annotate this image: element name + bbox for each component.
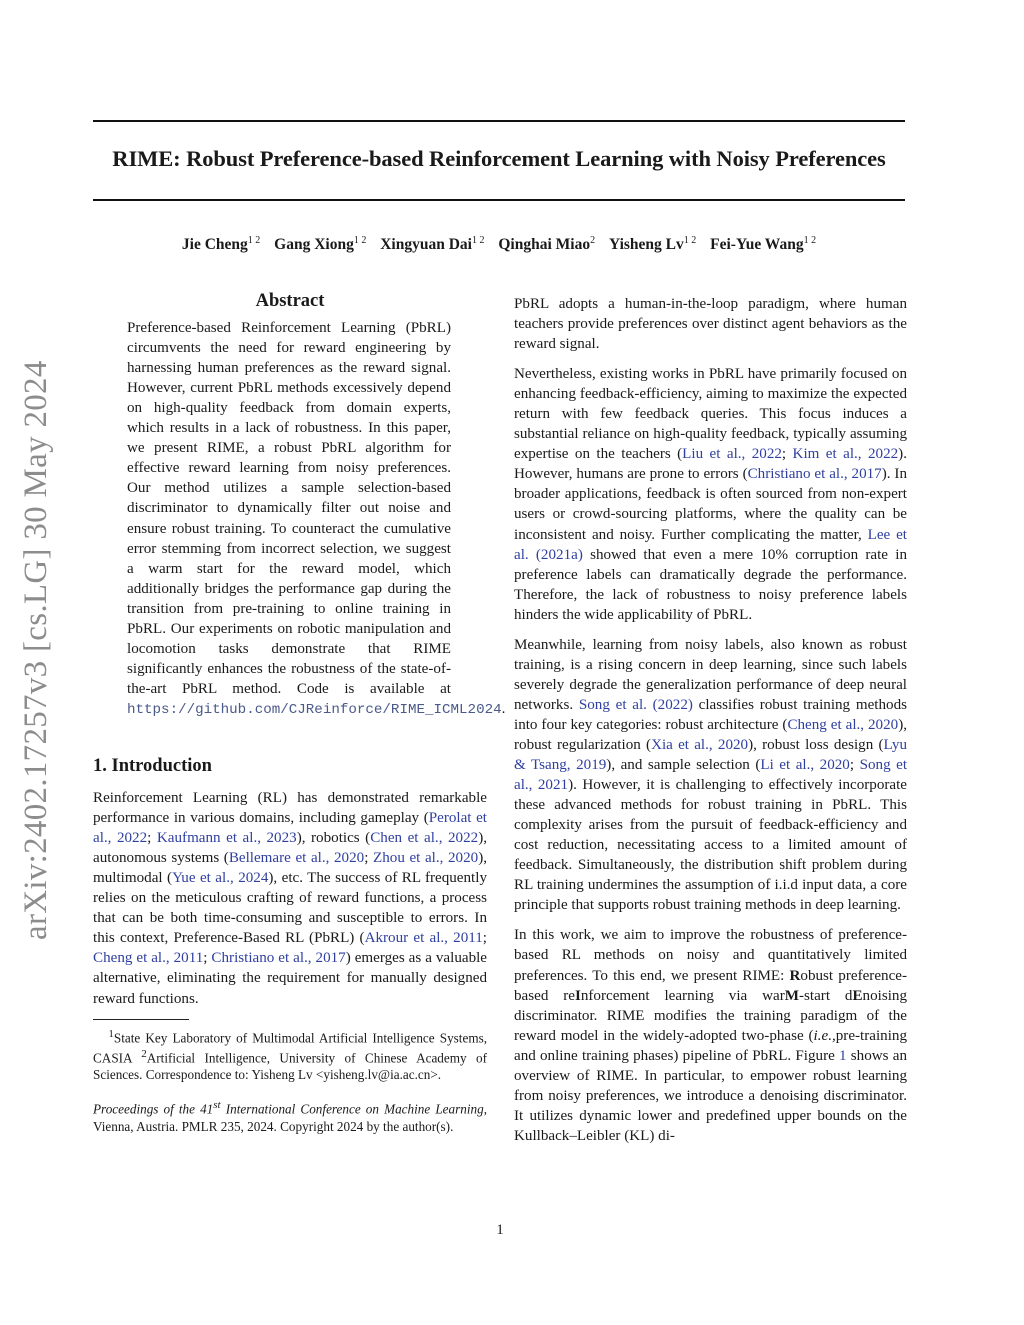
author: Yisheng $Lv^{1 2}$ bbox=[608, 235, 697, 254]
citation-link[interactable]: Li et al., 2020 bbox=[760, 757, 850, 774]
intro-paragraph: In this work, we aim to improve the robustness of preference-based RL methods on noisy and quantitatively limited preferences. To this end, we present RIME: Robust preference-based reInforcement learning via warM-start dEnoising discriminator. RIME modifies the training paradigm of the reward model in the widely-adopted two-phase (i.e.,pre-training and online training phases) pipeline of PbRL. Figure 1 shows an overview of RIME. In particular, to empower robust learning from noisy preferences, we introduce a denoising discriminator. It utilizes dynamic lower and predefined upper bounds on the Kullback–Leibler (KL) di- bbox=[514, 927, 907, 1144]
proceedings-note: Proceedings of the 41st International Conference on Machine Learning, Vienna, Austria. PMLR 235, 2024. Copyright 2024 by the author(s). bbox=[93, 1099, 487, 1134]
affiliation-footnote: $^1$State Key Laboratory of Multimodal Artificial Intelligence Systems, CASIA $^2$Artificial Intelligence, University of Chinese Academy of Sciences. Correspondence to: Yisheng Lv <yisheng.lv@ia.ac.cn>. bbox=[93, 1027, 488, 1083]
intro-paragraph: Meanwhile, learning from noisy labels, also known as robust training, is a rising concern in deep learning, since such labels severely degrade the generalization performance of deep neural networks. Song et al. (2022) classifies robust training methods into four key categories: robust architecture (Cheng et al., 2020), robust regularization (Xia et al., 2020), robust loss design (Lyu & Tsang, 2019), and sample selection (Li et al., 2020; Song et al., 2021). However, it is challenging to effectively incorporate these advanced methods for robust training in PbRL. This complexity arises from the pursuit of feedback-efficiency and cost reduction, necessitating access to a limited amount of feedback. Simultaneously, the distribution shift problem during RL training undermines the assumption of i.i.d input data, a core principle that supports robust training methods in deep learning. bbox=[514, 636, 908, 914]
intro-paragraph: Nevertheless, existing works in PbRL have primarily focused on enhancing feedback-efficiency, aiming to maximize the expected return with few feedback queries. This focus induces a substantial reliance on high-quality feedback, typically assuming expertise on the teachers (Liu et al., 2022; Kim et al., 2022). However, humans are prone to errors (Christiano et al., 2017). In broader applications, feedback is often sourced from non-expert users or crowd-sourcing platforms, where the quality can be inconsistent and noisy. Further complicating the matter, Lee et al. (2021a) showed that even a mere 10% corruption rate in preference labels can dramatically degrade the performance. Therefore, the lack of robustness to noisy preference labels hinders the wide applicability of PbRL. bbox=[514, 366, 907, 623]
right-column bbox=[514, 294, 907, 1156]
left-column bbox=[93, 291, 506, 1135]
citation-link[interactable]: Cheng et al., 2011 bbox=[93, 950, 204, 967]
citation-link[interactable]: Zhou et al., 2020 bbox=[373, 850, 479, 867]
citation-link[interactable]: Chen et al., 2022 bbox=[370, 830, 479, 847]
citation-link[interactable]: Kim et al., 2022 bbox=[792, 446, 899, 463]
citation-link[interactable]: Xia et al., 2020 bbox=[651, 736, 749, 753]
paper-title: RIME: Robust Preference-based Reinforcement Learning with Noisy Preferences bbox=[112, 146, 886, 171]
author: Fei-Yue Wang$^{1 2}$ bbox=[710, 235, 817, 254]
arxiv-identifier: arXiv:2402.17257v3 [cs.LG] 30 May 2024 bbox=[18, 360, 54, 940]
footnote-divider bbox=[93, 1019, 189, 1020]
author: Jie Cheng$^{1 2}$ bbox=[181, 235, 261, 254]
citation-link[interactable]: Christiano et al., 2017 bbox=[747, 466, 882, 483]
author: Xingyuan Dai$^{1 2}$ bbox=[380, 235, 485, 254]
citation-link[interactable]: Liu et al., 2022 bbox=[682, 446, 782, 463]
citation-link[interactable]: Lee et al. (2021a) bbox=[514, 526, 907, 563]
author: Gang Xiong$^{1 2}$ bbox=[274, 235, 367, 254]
citation-link[interactable]: Perolat et al., 2022 bbox=[93, 810, 487, 847]
intro-paragraph: Reinforcement Learning (RL) has demonstrated remarkable performance in various domains, including gameplay (Perolat et al., 2022; Kaufmann et al., 2023), robotics (Chen et al., 2022), autonomous systems (Bellemare et al., 2020; Zhou et al., 2020), multimodal (Yue et al., 2024), etc. The success of RL frequently relies on the meticulous crafting of reward functions, a process that can be both time-consuming and susceptible to errors. In this context, Preference-Based RL (PbRL) (Akrour et al., 2011; Cheng et al., 2011; Christiano et al., 2017) emerges as a valuable alternative, eliminating the requirement for manually designed reward functions. bbox=[93, 790, 488, 1007]
intro-paragraph: PbRL adopts a human-in-the-loop paradigm, where human teachers provide preferences over distinct agent behaviors as the reward signal. bbox=[514, 296, 907, 353]
citation-link[interactable]: Lyu & Tsang, 2019 bbox=[514, 736, 907, 774]
citation-link[interactable]: Akrour et al., 2011 bbox=[364, 930, 483, 947]
section-heading-introduction: 1. Introduction bbox=[93, 755, 212, 776]
author-list bbox=[93, 235, 905, 254]
citation-link[interactable]: Bellemare et al., 2020 bbox=[228, 850, 365, 867]
title-bottom-rule bbox=[93, 199, 905, 201]
citation-link[interactable]: Kaufmann et al., 2023 bbox=[156, 830, 297, 847]
code-link[interactable]: https://github.com/CJReinforce/RIME_ICML2024 bbox=[127, 701, 502, 718]
abstract-body: Preference-based Reinforcement Learning (PbRL) circumvents the need for reward engineering by harnessing human preferences as the reward signal. However, current PbRL methods excessively depend on high-quality feedback from domain experts, which results in a lack of robustness. In this paper, we present RIME, a robust PbRL algorithm for effective reward learning from noisy preferences. Our method utilizes a sample selection-based discriminator to dynamically filter out noise and ensure robust training. To counteract the cumulative error stemming from incorrect selection, we suggest a warm start for the reward model, which additionally bridges the performance gap during the transition from pre-training to online training in PbRL. Our experiments on robotic manipulation and locomotion tasks demonstrate that RIME significantly enhances the robustness of the state-of-the-art PbRL method. Code is available at https://github.com/CJReinforce/RIME_ICML2024. bbox=[127, 320, 506, 718]
author: Qinghai Miao$^2$ bbox=[498, 235, 596, 254]
page-number: 1 bbox=[496, 1222, 504, 1238]
figure-reference-link[interactable]: 1 bbox=[839, 1047, 847, 1064]
citation-link[interactable]: Song et al., 2021 bbox=[514, 757, 908, 794]
top-rule bbox=[93, 120, 905, 122]
citation-link[interactable]: Song et al. (2022) bbox=[578, 696, 693, 713]
citation-link[interactable]: Yue et al., 2024 bbox=[172, 870, 269, 887]
citation-link[interactable]: Christiano et al., 2017 bbox=[211, 950, 346, 967]
citation-link[interactable]: Cheng et al., 2020 bbox=[787, 716, 899, 733]
abstract-heading: Abstract bbox=[255, 291, 325, 311]
